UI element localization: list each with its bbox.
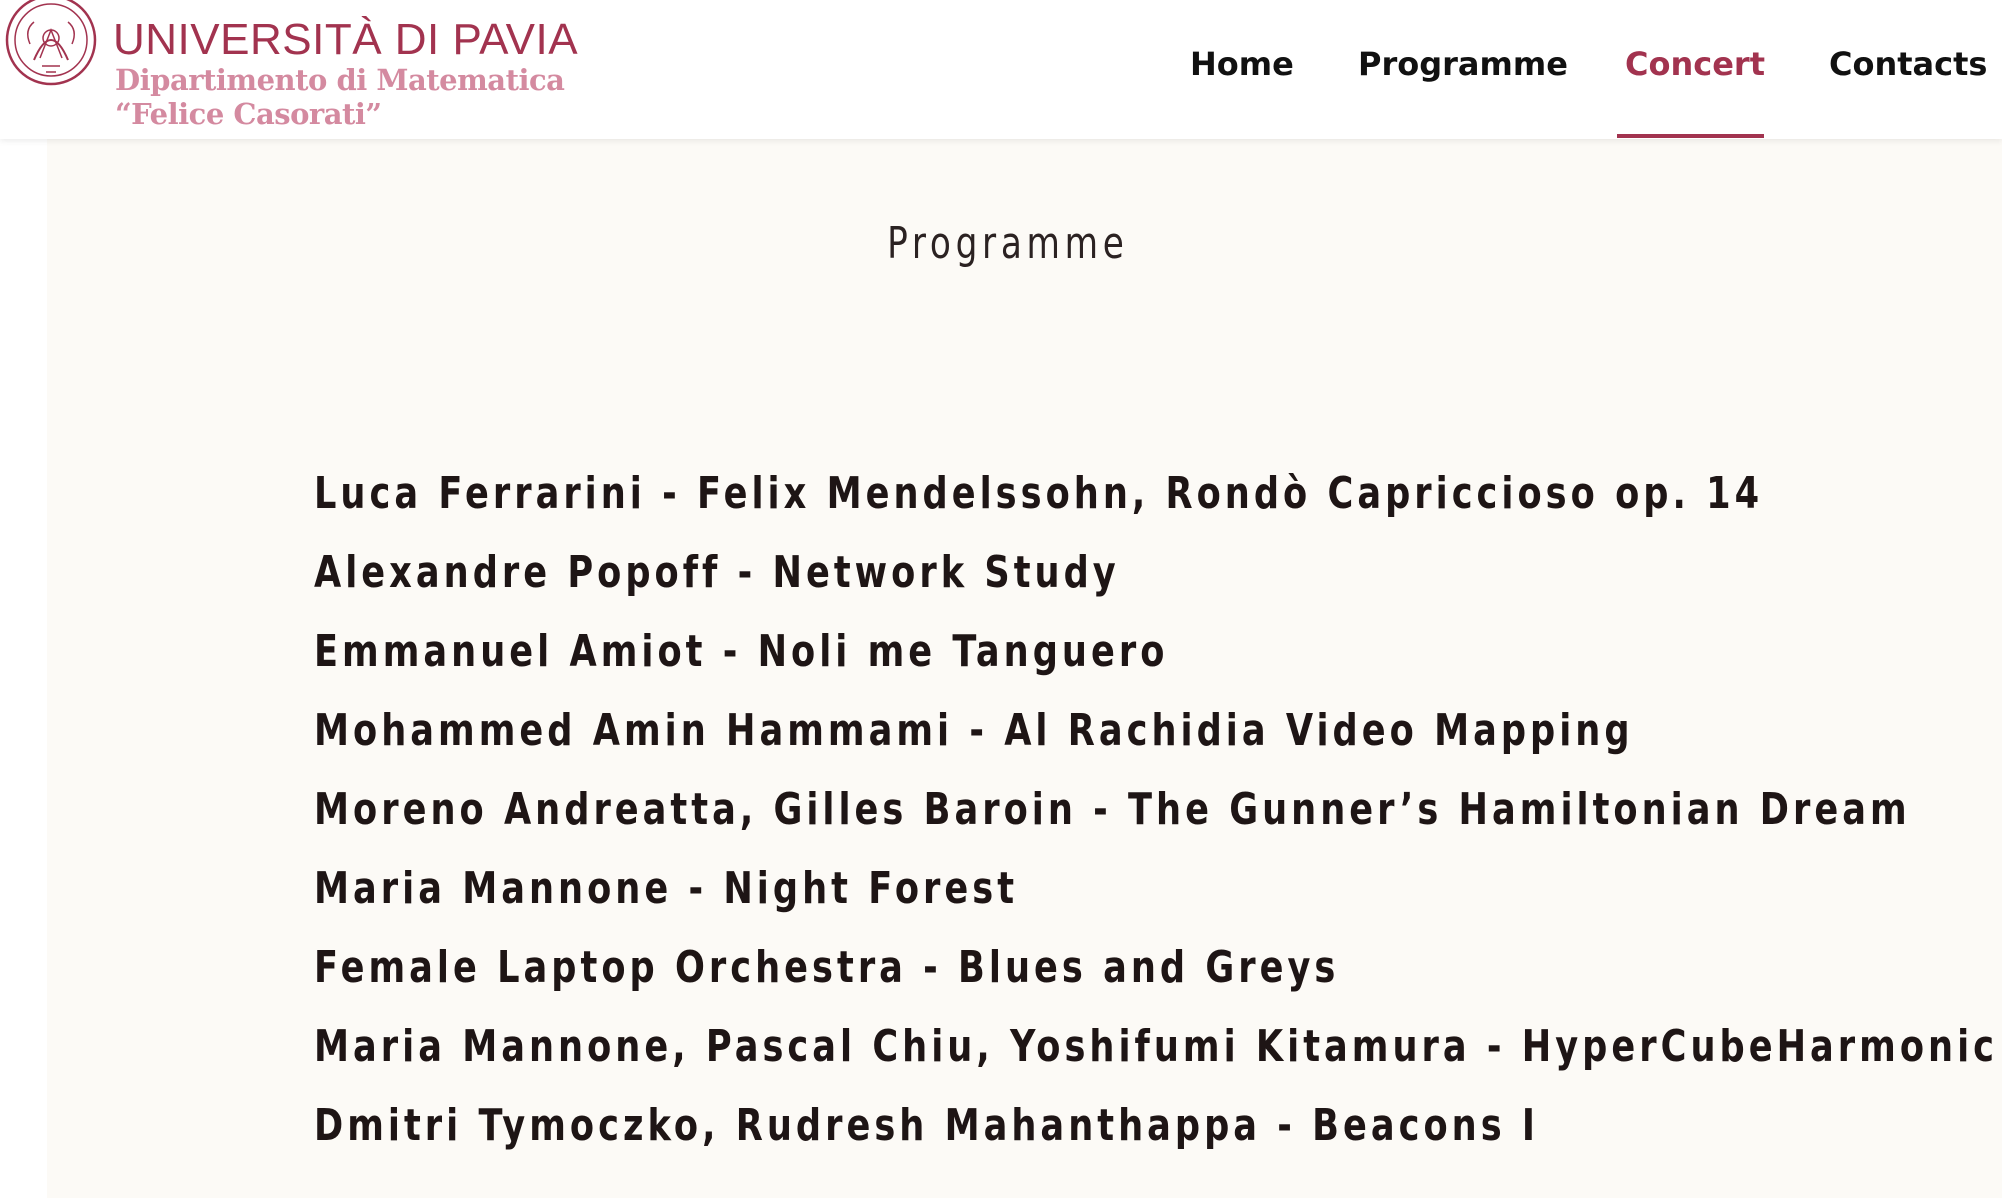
- university-name: UNIVERSITÀ DI PAVIA: [113, 15, 579, 64]
- programme-list: [314, 464, 2002, 1175]
- site-header: [0, 0, 2002, 139]
- programme-item: Alexandre Popoff - Network Study: [314, 547, 1120, 598]
- nav-programme[interactable]: Programme: [1358, 45, 1568, 83]
- department-subname: “Felice Casorati”: [115, 97, 382, 131]
- programme-item: Luca Ferrarini - Felix Mendelssohn, Rondò Capriccioso op. 14: [314, 468, 1764, 519]
- department-name: Dipartimento di Matematica: [115, 63, 565, 97]
- programme-item: Emmanuel Amiot - Noli me Tanguero: [314, 626, 1169, 677]
- page-title: Programme: [887, 218, 1129, 269]
- active-nav-indicator: [1617, 134, 1764, 138]
- programme-item: Moreno Andreatta, Gilles Baroin - The Gunner’s Hamiltonian Dream: [314, 784, 1911, 835]
- nav-contacts[interactable]: Contacts: [1829, 45, 1988, 83]
- programme-item: Female Laptop Orchestra - Blues and Greys: [314, 942, 1340, 993]
- programme-item: Maria Mannone, Pascal Chiu, Yoshifumi Kitamura - HyperCubeHarmonic: [314, 1021, 1998, 1072]
- nav-home[interactable]: Home: [1190, 45, 1294, 83]
- programme-item: Mohammed Amin Hammami - Al Rachidia Video Mapping: [314, 705, 1634, 756]
- nav-concert[interactable]: Concert: [1625, 45, 1765, 83]
- university-seal-icon: [4, 0, 98, 86]
- programme-item: Maria Mannone - Night Forest: [314, 863, 1019, 914]
- programme-item: Dmitri Tymoczko, Rudresh Mahanthappa - Beacons I: [314, 1100, 1540, 1151]
